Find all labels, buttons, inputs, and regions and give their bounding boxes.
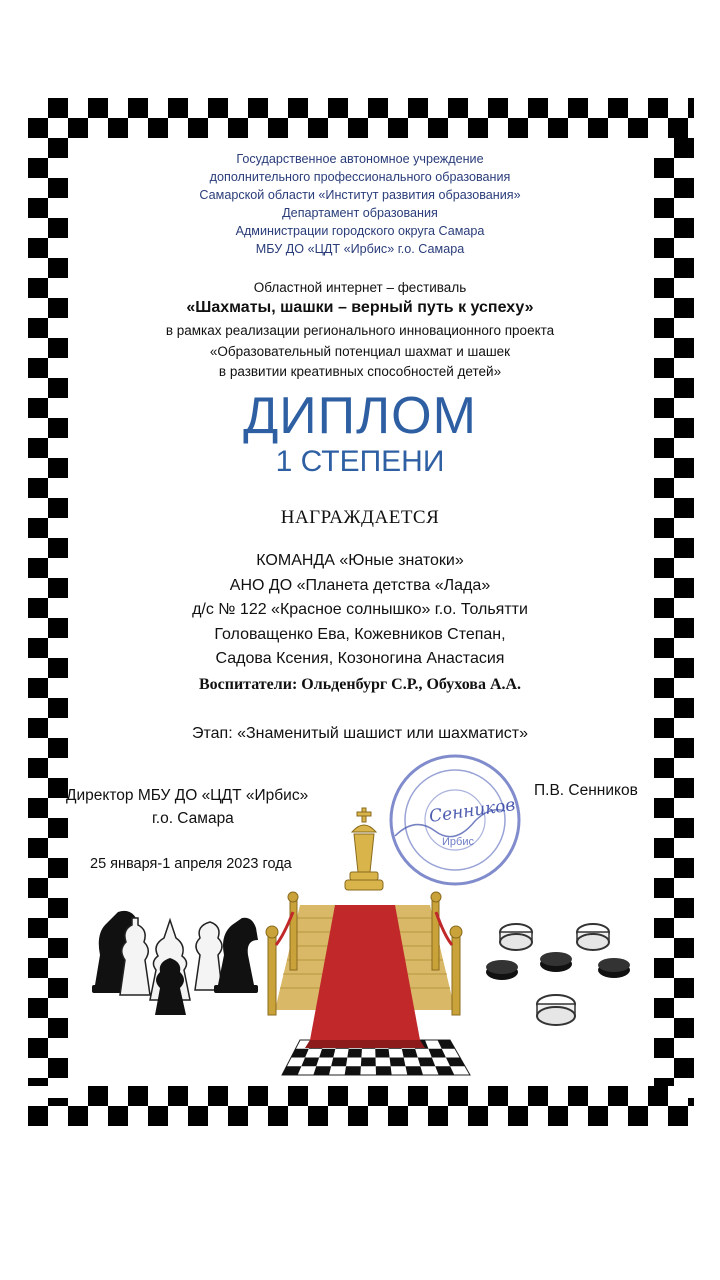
border-square <box>668 98 688 118</box>
border-square <box>188 1086 208 1106</box>
border-square <box>68 1086 88 1106</box>
border-square <box>608 1106 628 1126</box>
border-square <box>674 1038 694 1058</box>
border-square <box>628 98 648 118</box>
border-square <box>368 1106 388 1126</box>
border-square <box>408 118 428 138</box>
border-square <box>674 838 694 858</box>
border-square <box>128 1106 148 1126</box>
border-square <box>48 998 68 1018</box>
border-square <box>628 1086 648 1106</box>
border-square <box>28 98 48 118</box>
header-line-1: Государственное автономное учреждение <box>236 152 484 166</box>
border-square <box>674 998 694 1018</box>
border-square <box>674 878 694 898</box>
border-square <box>288 118 308 138</box>
border-square <box>48 798 68 818</box>
border-square <box>308 98 328 118</box>
diploma-title: ДИПЛОМ <box>243 387 477 445</box>
border-square <box>328 1106 348 1126</box>
border-square <box>568 1106 588 1126</box>
border-square <box>654 1058 674 1078</box>
border-square <box>408 1106 428 1126</box>
border-square <box>428 1086 448 1106</box>
border-square <box>448 1106 468 1126</box>
border-square <box>508 1086 528 1106</box>
border-square <box>68 98 88 118</box>
header-line-6: МБУ ДО «ЦДТ «Ирбис» г.о. Самара <box>255 242 465 256</box>
diploma-degree: 1 СТЕПЕНИ <box>275 445 445 478</box>
director-title: Директор МБУ ДО «ЦДТ «Ирбис» <box>66 787 309 804</box>
border-square <box>588 98 608 118</box>
event-dates: 25 января-1 апреля 2023 года <box>90 856 292 872</box>
project-line-1: «Образовательный потенциал шахмат и шашек <box>209 344 511 359</box>
organization: АНО ДО «Планета детства «Лада» <box>229 577 491 594</box>
border-square <box>108 1086 128 1106</box>
director-name: П.В. Сенников <box>534 782 638 799</box>
border-square <box>674 918 694 938</box>
border-square <box>328 118 348 138</box>
border-square <box>28 778 48 798</box>
team-name: КОМАНДА «Юные знатоки» <box>256 552 464 569</box>
border-square <box>654 818 674 838</box>
border-square <box>528 118 548 138</box>
border-square <box>268 1086 288 1106</box>
border-square <box>248 118 268 138</box>
border-square <box>388 98 408 118</box>
border-square <box>48 758 68 778</box>
border-square <box>568 118 588 138</box>
border-square <box>48 958 68 978</box>
border-square <box>388 1086 408 1106</box>
border-square <box>228 98 248 118</box>
border-square <box>468 1086 488 1106</box>
border-square <box>88 1106 108 1126</box>
members-line-1: Головащенко Ева, Кожевников Степан, <box>214 626 506 643</box>
awarded-label: НАГРАЖДАЕТСЯ <box>280 507 440 528</box>
border-square <box>654 778 674 798</box>
border-square <box>48 838 68 858</box>
border-square <box>508 98 528 118</box>
director-city: г.о. Самара <box>152 810 234 827</box>
border-square <box>488 1106 508 1126</box>
festival-intro: Областной интернет – фестиваль <box>253 280 467 295</box>
header-line-5: Администрации городского округа Самара <box>235 224 485 238</box>
border-square <box>208 118 228 138</box>
border-square <box>48 1078 68 1098</box>
border-square <box>248 1106 268 1126</box>
border-square <box>654 978 674 998</box>
border-square <box>348 1086 368 1106</box>
border-square <box>28 258 48 278</box>
border-square <box>28 938 48 958</box>
border-square <box>208 1106 228 1126</box>
border-square <box>48 918 68 938</box>
border-square <box>188 98 208 118</box>
border-square <box>28 818 48 838</box>
border-square <box>608 118 628 138</box>
teachers: Воспитатели: Ольденбург С.Р., Обухова А.А. <box>198 676 522 693</box>
border-square <box>654 698 674 718</box>
border-square <box>28 698 48 718</box>
border-square <box>48 478 68 498</box>
border-square <box>654 898 674 918</box>
festival-title: «Шахматы, шашки – верный путь к успеху» <box>186 299 534 316</box>
project-intro: в рамках реализации регионального инновационного проекта <box>165 323 555 338</box>
border-square <box>548 98 568 118</box>
border-square <box>28 978 48 998</box>
border-square <box>368 118 388 138</box>
border-square <box>428 98 448 118</box>
handwritten-signature: Сенников <box>427 795 517 827</box>
stage-label: Этап: «Знаменитый шашист или шахматист» <box>192 725 528 742</box>
border-square <box>674 478 694 498</box>
border-square <box>268 98 288 118</box>
border-square <box>28 1018 48 1038</box>
border-square <box>48 1106 68 1126</box>
kindergarten: д/с № 122 «Красное солнышко» г.о. Тольятти <box>192 601 528 618</box>
border-square <box>588 1086 608 1106</box>
header-line-4: Департамент образования <box>282 206 438 220</box>
border-square <box>648 1106 668 1126</box>
border-square <box>148 1086 168 1106</box>
border-square <box>688 118 694 138</box>
stamp-text: Ирбис <box>442 836 474 848</box>
border-square <box>128 118 148 138</box>
border-square <box>648 118 668 138</box>
border-square <box>674 958 694 978</box>
border-square <box>28 898 48 918</box>
border-square <box>448 118 468 138</box>
border-square <box>168 1106 188 1126</box>
border-square <box>48 118 68 138</box>
border-square <box>88 118 108 138</box>
members-line-2: Садова Ксения, Козоногина Анастасия <box>215 650 505 667</box>
border-square <box>288 1106 308 1126</box>
border-square <box>654 938 674 958</box>
border-square <box>674 758 694 778</box>
border-square <box>168 118 188 138</box>
border-square <box>654 858 674 878</box>
border-square <box>688 1106 694 1126</box>
border-square <box>28 858 48 878</box>
border-square <box>654 1018 674 1038</box>
border-square <box>348 98 368 118</box>
border-square <box>108 98 128 118</box>
border-square <box>228 1086 248 1106</box>
project-line-2: в развитии креативных способностей детей» <box>218 364 502 379</box>
border-square <box>674 798 694 818</box>
header-line-3: Самарской области «Институт развития образования» <box>199 188 521 202</box>
border-square <box>674 1078 694 1098</box>
header-line-2: дополнительного профессионального образования <box>209 170 511 184</box>
border-square <box>654 258 674 278</box>
border-square <box>528 1106 548 1126</box>
border-square <box>48 1038 68 1058</box>
border-square <box>488 118 508 138</box>
border-square <box>148 98 168 118</box>
border-square <box>468 98 488 118</box>
border-square <box>48 878 68 898</box>
border-square <box>28 1086 48 1106</box>
border-square <box>308 1086 328 1106</box>
border-square <box>28 1058 48 1078</box>
border-square <box>548 1086 568 1106</box>
